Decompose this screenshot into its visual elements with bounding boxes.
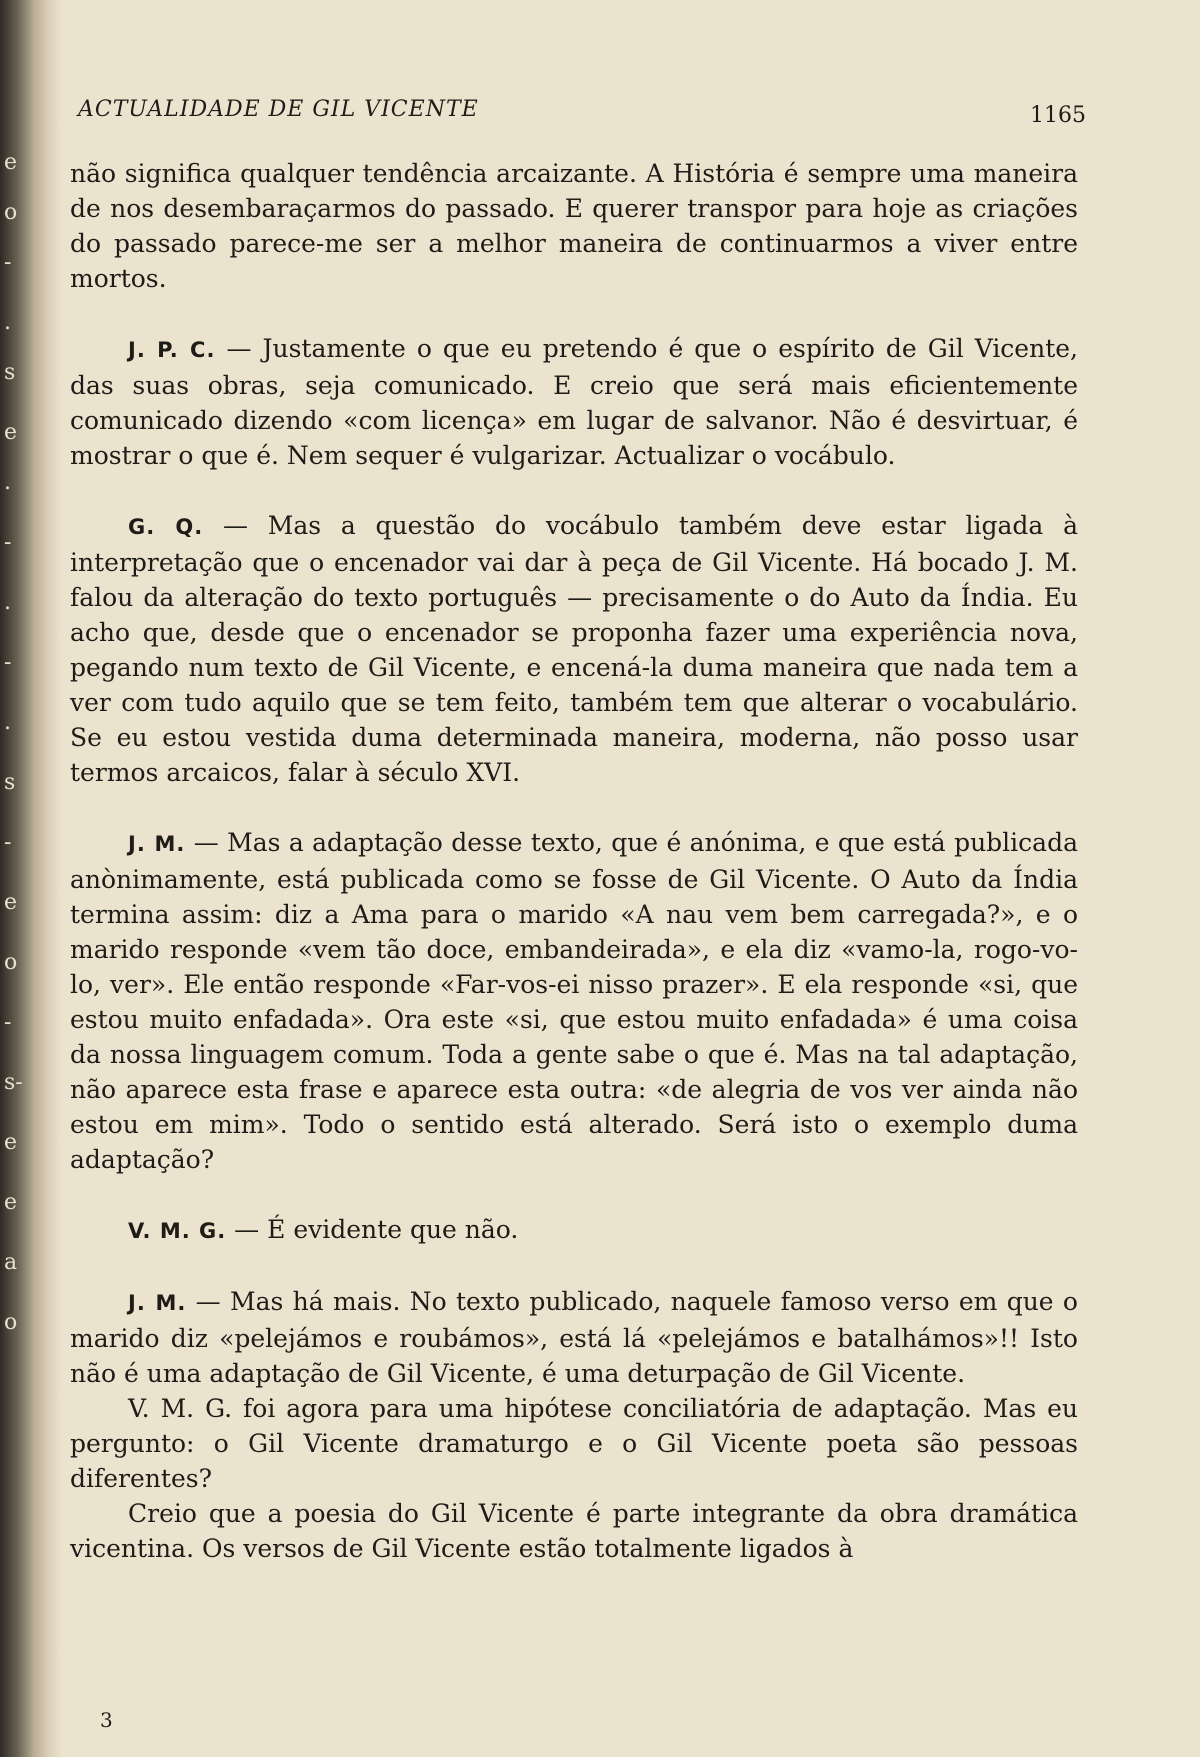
margin-letter: s [4, 360, 16, 385]
paragraph-8 [70, 1496, 1078, 1566]
margin-letter: . [4, 710, 11, 735]
margin-letter: - [4, 530, 12, 555]
margin-letter: - [4, 830, 12, 855]
margin-letter: o [4, 200, 18, 225]
margin-letter: - [4, 250, 12, 275]
margin-letter: e [4, 1190, 18, 1215]
margin-letter: s- [4, 1070, 23, 1095]
paragraph-5-text: É evidente que não. [267, 1215, 519, 1244]
speaker-gq: G. Q. [128, 515, 204, 539]
paragraph-2-text: Justamente o que eu pretendo é que o espírito de Gil Vicente, das suas obras, seja comunicado. E creio que será mais eficientemente comunicado dizendo «com licença» em lugar de salvanor. Não é desvirtuar, é mostrar o que é. Nem sequer é vulgarizar. Actualizar o vocábulo. [70, 334, 1078, 470]
paragraph-6: J. M. — Mas há mais. No texto publicado, naquele famoso verso em que o marido diz «pelejámos e roubámos», está lá «pelejámos e batalhámos»!! Isto não é uma adaptação de Gil Vicente, é uma deturpação de Gil Vicente. [70, 1287, 1078, 1388]
page-number: 1165 [1030, 103, 1086, 128]
speaker-jm-2: J. M. [128, 1291, 187, 1315]
paragraph-5: V. M. G. — É evidente que não. [128, 1215, 519, 1244]
margin-letter: s [4, 770, 16, 795]
margin-letter: - [4, 1010, 12, 1035]
body-text [70, 156, 1078, 1566]
margin-letter: a [4, 1250, 18, 1275]
margin-letter: . [4, 590, 11, 615]
paragraph-6-text: Mas há mais. No texto publicado, naquele famoso verso em que o marido diz «pelejámos e roubámos», está lá «pelejámos e batalhámos»!! Isto não é uma adaptação de Gil Vicente, é uma deturpação de Gil Vicente. [70, 1287, 1078, 1388]
speaker-jpc: J. P. C. [128, 338, 216, 362]
margin-letter: . [4, 310, 11, 335]
margin-letter: e [4, 890, 18, 915]
paragraph-1 [70, 156, 1078, 296]
margin-letter: o [4, 1310, 18, 1335]
paragraph-3-text: Mas a questão do vocábulo também deve estar ligada à interpretação que o encenador vai dar à peça de Gil Vicente. Há bocado J. M. falou da alteração do texto português — precisamente o do Auto da Índia. Eu acho que, desde que o encenador se proponha fazer uma experiência nova, pegando num texto de Gil Vicente, e encená-la duma maneira que nada tem a ver com tudo aquilo que se tem feito, também tem que alterar o vocabulário. Se eu estou vestida duma determinada maneira, moderna, não posso usar termos arcaicos, falar à século XVI. [70, 511, 1078, 787]
paragraph-7 [70, 1391, 1078, 1496]
paragraph-8-text: Creio que a poesia do Gil Vicente é parte integrante da obra dramática vicentina. Os versos de Gil Vicente estão totalmente ligados à [70, 1499, 1078, 1563]
paragraph-4-text: Mas a adaptação desse texto, que é anónima, e que está publicada anònimamente, está publicada como se fosse de Gil Vicente. O Auto da Índia termina assim: diz a Ama para o marido «A nau vem bem carregada?», e o marido responde «vem tão doce, embandeirada», e ela diz «vamo-la, rogo-vo-lo, ver». Ele então responde «Far-vos-ei nisso prazer». E ela responde «si, que estou muito enfadada». Ora este «si, que estou muito enfadada» é uma coisa da nossa linguagem comum. Toda a gente sabe o que é. Mas na tal adaptação, não aparece esta frase e aparece esta outra: «de alegria de vos ver ainda não estou em mim». Todo o sentido está alterado. Será isto o exemplo duma adaptação? [70, 828, 1078, 1174]
signature-number: 3 [100, 1708, 113, 1732]
margin-letter: . [4, 470, 11, 495]
margin-letter: o [4, 950, 18, 975]
margin-letter: e [4, 420, 18, 445]
speaker-vmg: V. M. G. [128, 1219, 227, 1243]
paragraph-2: J. P. C. — Justamente o que eu pretendo é que o espírito de Gil Vicente, das suas obras, seja comunicado. E creio que será mais eficientemente comunicado dizendo «com licença» em lugar de salvanor. Não é desvirtuar, é mostrar o que é. Nem sequer é vulgarizar. Actualizar o vocábulo. [70, 334, 1078, 470]
paragraph-3: G. Q. — Mas a questão do vocábulo também deve estar ligada à interpretação que o encenador vai dar à peça de Gil Vicente. Há bocado J. M. falou da alteração do texto português — precisamente o do Auto da Índia. Eu acho que, desde que o encenador se proponha fazer uma experiência nova, pegando num texto de Gil Vicente, e encená-la duma maneira que nada tem a ver com tudo aquilo que se tem feito, também tem que alterar o vocabulário. Se eu estou vestida duma determinada maneira, moderna, não posso usar termos arcaicos, falar à século XVI. [70, 511, 1078, 787]
running-title: ACTUALIDADE DE GIL VICENTE [78, 97, 479, 122]
paragraph-7-text: V. M. G. foi agora para uma hipótese conciliatória de adaptação. Mas eu pergunto: o Gil Vicente dramaturgo e o Gil Vicente poeta são pessoas diferentes? [70, 1394, 1078, 1493]
margin-letter: e [4, 1130, 18, 1155]
paragraph-1-text: não significa qualquer tendência arcaizante. A História é sempre uma maneira de nos desembaraçarmos do passado. E querer transpor para hoje as criações do passado parece-me ser a melhor maneira de continuarmos a viver entre mortos. [70, 159, 1078, 293]
speaker-jm: J. M. [128, 832, 186, 856]
margin-letter: e [4, 150, 18, 175]
paragraph-4: J. M. — Mas a adaptação desse texto, que é anónima, e que está publicada anònimamente, está publicada como se fosse de Gil Vicente. O Auto da Índia termina assim: diz a Ama para o marido «A nau vem bem carregada?», e o marido responde «vem tão doce, embandeirada», e ela diz «vamo-la, rogo-vo-lo, ver». Ele então responde «Far-vos-ei nisso prazer». E ela responde «si, que estou muito enfadada». Ora este «si, que estou muito enfadada» é uma coisa da nossa linguagem comum. Toda a gente sabe o que é. Mas na tal adaptação, não aparece esta frase e aparece esta outra: «de alegria de vos ver ainda não estou em mim». Todo o sentido está alterado. Será isto o exemplo duma adaptação? [70, 828, 1078, 1174]
margin-letter: - [4, 650, 12, 675]
